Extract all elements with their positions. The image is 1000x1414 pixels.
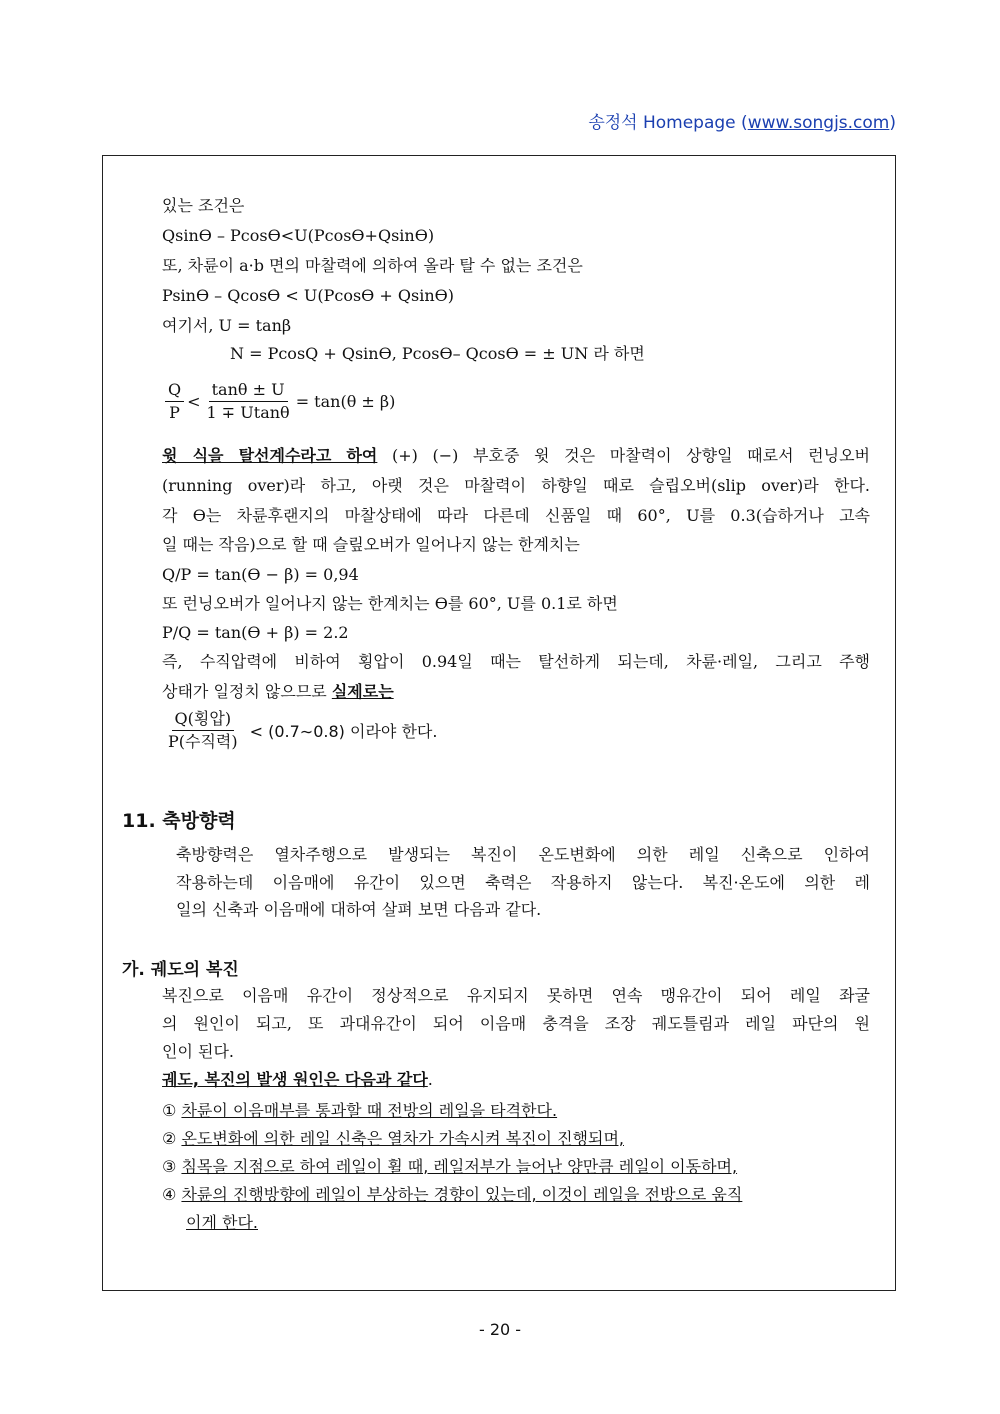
- site-name: 송정석 Homepage (: [588, 113, 748, 133]
- formula-numerator: Q(횡압): [172, 709, 235, 731]
- page-header: [588, 108, 896, 133]
- paragraph-line: 축방향력은 열차주행으로 발생되는 복진이 온도변화에 의한 레일 신축으로 인하여: [176, 845, 870, 864]
- emphasis-text: 궤도, 복진의 발생 원인은 다음과 같다: [162, 1070, 428, 1089]
- section-title: 11. 축방향력: [122, 810, 236, 832]
- causes-heading: [162, 1070, 433, 1090]
- text-line: 있는 조건은: [162, 196, 245, 215]
- site-url-link[interactable]: www.songjs.com: [747, 113, 890, 133]
- item-text: 차륜이 이음매부를 통과할 때 전방의 레일을 타격한다.: [181, 1101, 558, 1120]
- text-span: 상태가 일정치 않으므로: [162, 682, 332, 701]
- text-span: .: [427, 1070, 433, 1089]
- equation-line: Q/P = tan(ϴ − β) = 0,94: [162, 565, 359, 584]
- equation-line: P/Q = tan(ϴ + β) = 2.2: [162, 623, 349, 642]
- formula-denominator: P(수직력): [168, 732, 238, 751]
- text-line: 또, 차륜이 a·b 면의 마찰력에 의하여 올라 탈 수 없는 조건은: [162, 256, 583, 275]
- formula-numerator: tanθ ± U: [209, 380, 288, 402]
- derailment-formula: [162, 380, 395, 423]
- list-item: [162, 1128, 624, 1150]
- item-text: 이게 한다.: [186, 1213, 258, 1232]
- item-text: 침목을 지점으로 하여 레일이 휠 때, 레일저부가 늘어난 양만큼 레일이 이동하며,: [181, 1157, 738, 1176]
- list-item: [162, 1184, 742, 1206]
- paragraph-line: 일 때는 작음)으로 할 때 슬맆오버가 일어나지 않는 한계치는: [162, 535, 580, 554]
- paragraph-line: 일의 신축과 이음매에 대하여 살펴 보면 다음과 같다.: [176, 900, 542, 919]
- formula-denominator: P: [169, 403, 180, 422]
- formula-rhs: < (0.7∼0.8) 이라야 한다.: [249, 722, 438, 741]
- paragraph-line: 또 런닝오버가 일어나지 않는 한계치는 ϴ를 60°, U를 0.1로 하면: [162, 594, 618, 613]
- formula-denominator: 1 ∓ Utanθ: [206, 403, 290, 422]
- paragraph-line: 각 ϴ는 차륜후랜지의 마찰상태에 따라 다른데 신품일 때 60°, U를 0.3(습하거나 고속: [162, 506, 870, 525]
- text-line: N = PcosQ + Qsinϴ, Pcosϴ– Qcosϴ = ± UN 라 하면: [230, 344, 645, 363]
- text-span: (+) (−) 부호중 윗 것은 마찰력이 상향일 때로서 런닝오버: [377, 446, 870, 465]
- paragraph-line: 즉, 수직압력에 비하여 횡압이 0.94일 때는 탈선하게 되는데, 차륜·레일, 그리고 주행: [162, 652, 870, 671]
- text-line: Psinϴ – Qcosϴ < U(Pcosϴ + Qsinϴ): [162, 286, 454, 305]
- item-number: ④: [162, 1185, 177, 1204]
- text-line: Qsinϴ – Pcosϴ<U(Pcosϴ+Qsinϴ): [162, 226, 435, 245]
- paragraph-line: 작용하는데 이음매에 유간이 있으면 축력은 작용하지 않는다. 복진·온도에 의한 레: [176, 873, 870, 892]
- text-line: 여기서, U = tanβ: [162, 316, 292, 335]
- paragraph-line: 인이 된다.: [162, 1042, 234, 1061]
- list-item: [162, 1100, 557, 1122]
- list-item: [162, 1156, 737, 1178]
- emphasis-text: 윗 식을 탈선계수라고 하여: [162, 446, 378, 465]
- paragraph-line: 의 원인이 되고, 또 과대유간이 되어 이음매 충격을 조장 궤도틀림과 레일 파단의 원: [162, 1014, 870, 1033]
- subsection-title: 가. 궤도의 복진: [122, 960, 239, 980]
- paragraph-line: (running over)라 하고, 아랫 것은 마찰력이 하향일 때로 슬립오버(slip over)라 한다.: [162, 476, 870, 495]
- limit-formula: [162, 709, 437, 752]
- paragraph-line: [162, 446, 870, 466]
- emphasis-text: 실제로는: [331, 682, 394, 701]
- paragraph-line: 복진으로 이음매 유간이 정상적으로 유지되지 못하면 연속 맹유간이 되어 레일 좌굴: [162, 986, 870, 1005]
- formula-operator: <: [187, 392, 201, 411]
- list-item-continuation: [186, 1212, 258, 1234]
- formula-rhs: = tan(θ ± β): [295, 392, 396, 411]
- item-number: ①: [162, 1101, 177, 1120]
- item-text: 온도변화에 의한 레일 신축은 열차가 가속시켜 복진이 진행되며,: [181, 1129, 624, 1148]
- item-number: ②: [162, 1129, 177, 1148]
- formula-numerator: Q: [165, 380, 184, 402]
- paragraph-line: [162, 682, 394, 702]
- item-text: 차륜의 진행방향에 레일이 부상하는 경향이 있는데, 이것이 레일을 전방으로 움직: [181, 1185, 743, 1204]
- item-number: ③: [162, 1157, 177, 1176]
- site-close: ): [889, 113, 896, 133]
- page-number: - 20 -: [478, 1320, 522, 1339]
